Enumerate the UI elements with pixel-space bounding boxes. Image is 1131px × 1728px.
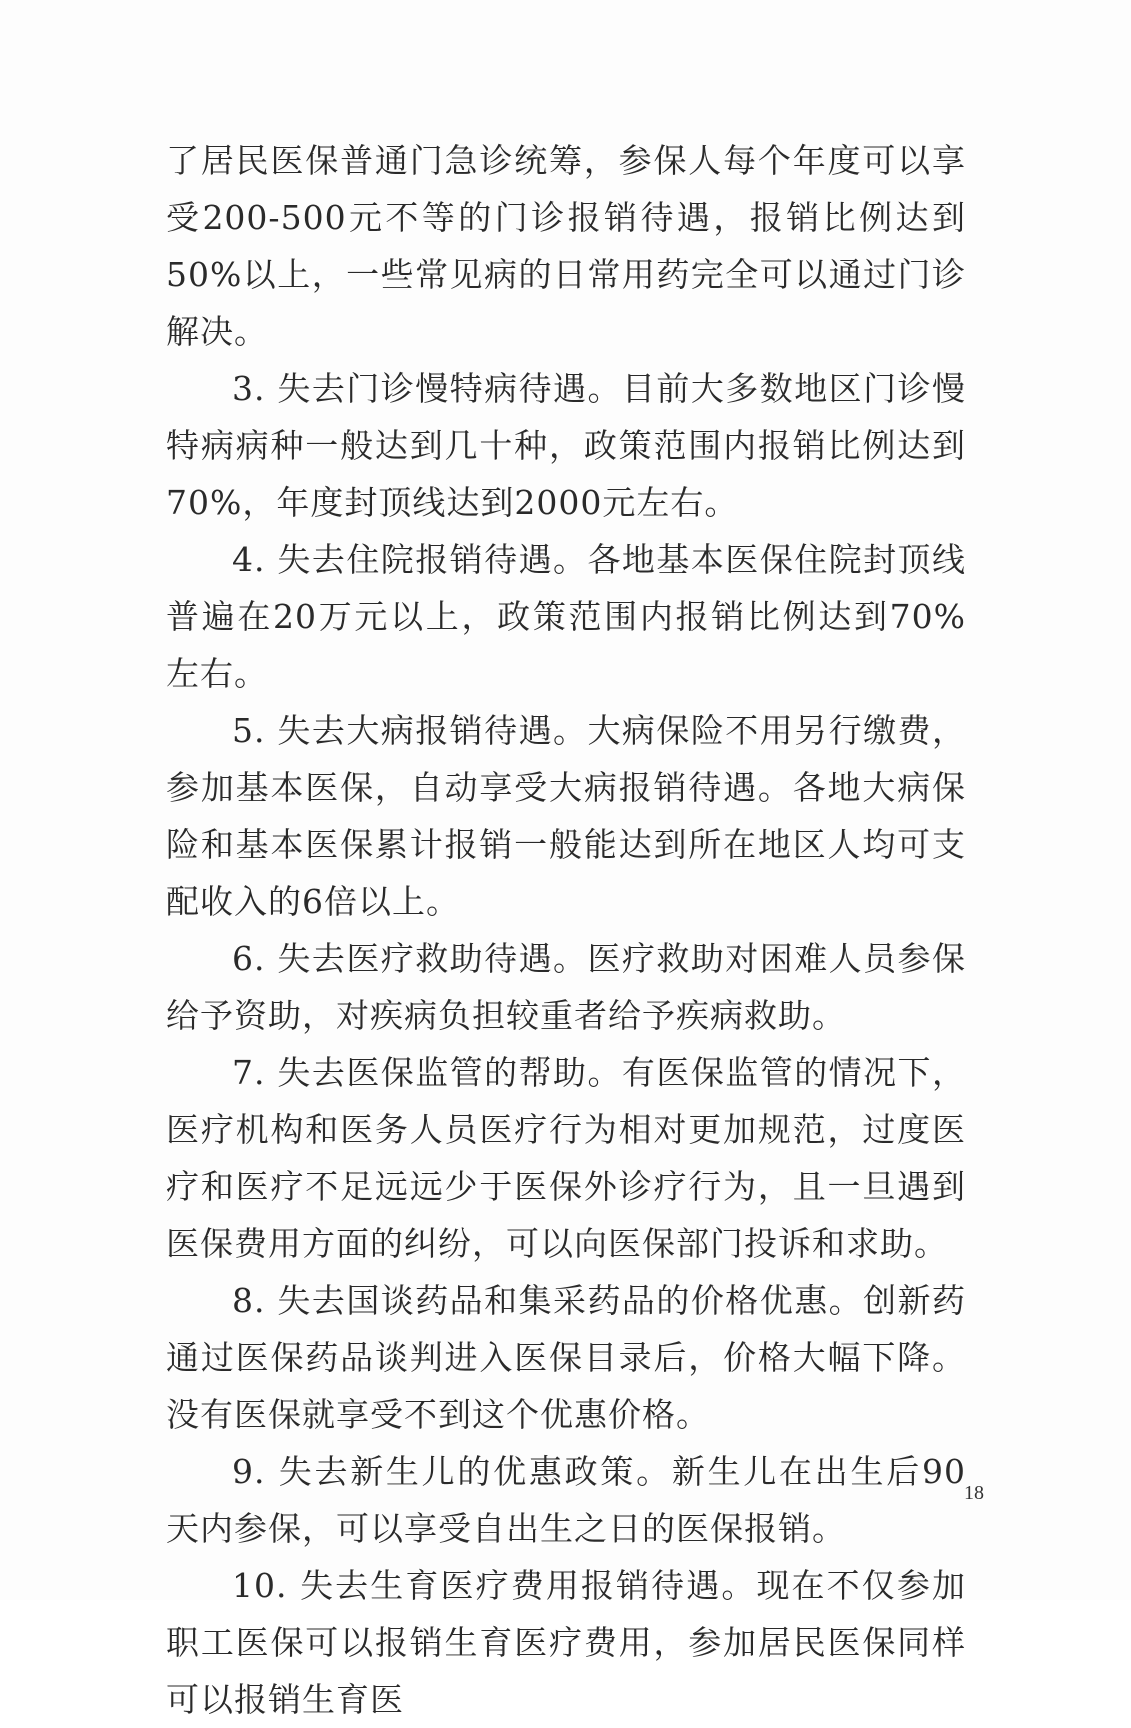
document-body bbox=[166, 132, 966, 1728]
paragraph-item-10: 10. 失去生育医疗费用报销待遇。现在不仅参加职工医保可以报销生育医疗费用，参加居民医保同样可以报销生育医 bbox=[166, 1566, 966, 1719]
paragraph-continuation: 了居民医保普通门急诊统筹，参保人每个年度可以享受200-500元不等的门诊报销待遇，报销比例达到50%以上，一些常见病的日常用药完全可以通过门诊解决。 bbox=[166, 141, 966, 351]
paragraph-item-8: 8. 失去国谈药品和集采药品的价格优惠。创新药通过医保药品谈判进入医保目录后，价格大幅下降。没有医保就享受不到这个优惠价格。 bbox=[166, 1281, 966, 1434]
paragraph-item-7: 7. 失去医保监管的帮助。有医保监管的情况下，医疗机构和医务人员医疗行为相对更加规范，过度医疗和医疗不足远远少于医保外诊疗行为，且一旦遇到医保费用方面的纠纷，可以向医保部门投诉和求助。 bbox=[166, 1053, 966, 1263]
paragraph-item-3: 3. 失去门诊慢特病待遇。目前大多数地区门诊慢特病病种一般达到几十种，政策范围内报销比例达到70%，年度封顶线达到2000元左右。 bbox=[166, 369, 966, 522]
paragraph-item-6: 6. 失去医疗救助待遇。医疗救助对困难人员参保给予资助，对疾病负担较重者给予疾病救助。 bbox=[166, 939, 966, 1035]
page-number: 18 bbox=[964, 1482, 984, 1504]
paragraph-item-5: 5. 失去大病报销待遇。大病保险不用另行缴费，参加基本医保，自动享受大病报销待遇。各地大病保险和基本医保累计报销一般能达到所在地区人均可支配收入的6倍以上。 bbox=[166, 711, 966, 921]
paragraph-item-9: 9. 失去新生儿的优惠政策。新生儿在出生后90天内参保，可以享受自出生之日的医保报销。 bbox=[166, 1452, 966, 1548]
paragraph-item-4: 4. 失去住院报销待遇。各地基本医保住院封顶线普遍在20万元以上，政策范围内报销比例达到70%左右。 bbox=[166, 540, 966, 693]
